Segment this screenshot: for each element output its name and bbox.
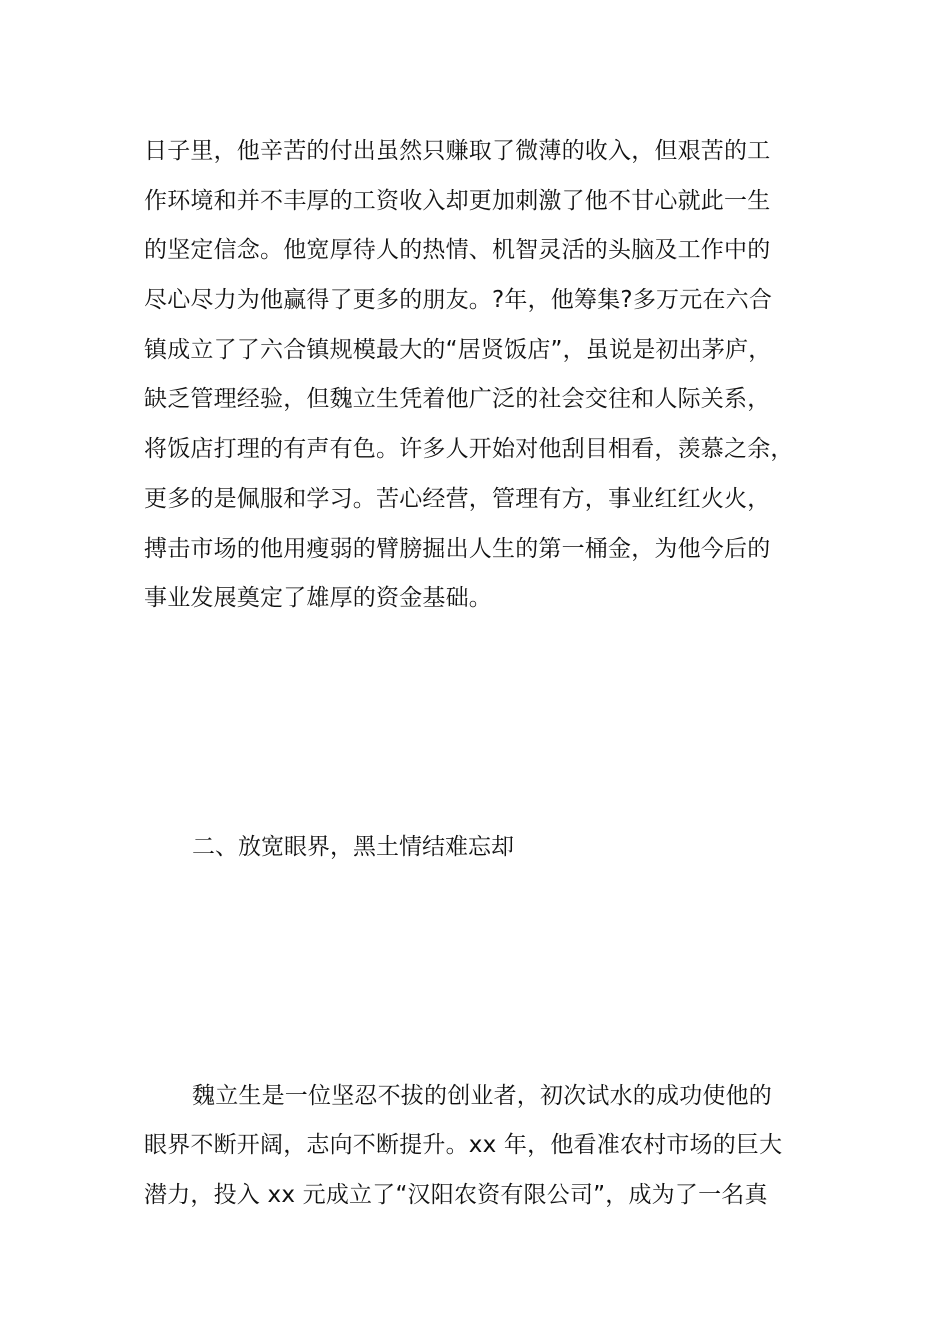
paragraph-1-line-9: 搏击市场的他用瘦弱的臂膀掘出人生的第一桶金，为他今后的 xyxy=(144,536,771,562)
paragraph-1-line-2: 作环境和并不丰厚的工资收入却更加刺激了他不甘心就此一生 xyxy=(144,188,771,214)
paragraph-1-line-4: 尽心尽力为他赢得了更多的朋友。?年，他筹集?多万元在六合 xyxy=(144,287,773,313)
paragraph-1-line-5: 镇成立了了六合镇规模最大的“居贤饭店”，虽说是初出茅庐， xyxy=(144,337,772,363)
paragraph-1-line-6: 缺乏管理经验，但魏立生凭着他广泛的社会交往和人际关系， xyxy=(144,386,771,412)
paragraph-1-line-7: 将饭店打理的有声有色。许多人开始对他刮目相看，羡慕之余， xyxy=(144,436,794,462)
paragraph-1-line-3: 的坚定信念。他宽厚待人的热情、机智灵活的头脑及工作中的 xyxy=(144,237,771,263)
section-heading: 二、放宽眼界，黑土情结难忘却 xyxy=(192,834,514,860)
paragraph-2-line-3: 潜力，投入 xx 元成立了“汉阳农资有限公司”，成为了一名真 xyxy=(144,1182,768,1208)
paragraph-1-line-1: 日子里，他辛苦的付出虽然只赚取了微薄的收入，但艰苦的工 xyxy=(144,138,771,164)
paragraph-2-line-2: 眼界不断开阔，志向不断提升。xx 年，他看准农村市场的巨大 xyxy=(144,1132,783,1158)
paragraph-1-line-10: 事业发展奠定了雄厚的资金基础。 xyxy=(144,585,492,611)
paragraph-2-line-1: 魏立生是一位坚忍不拔的创业者，初次试水的成功使他的 xyxy=(192,1083,772,1109)
paragraph-1-line-8: 更多的是佩服和学习。苦心经营，管理有方，事业红红火火， xyxy=(144,486,771,512)
